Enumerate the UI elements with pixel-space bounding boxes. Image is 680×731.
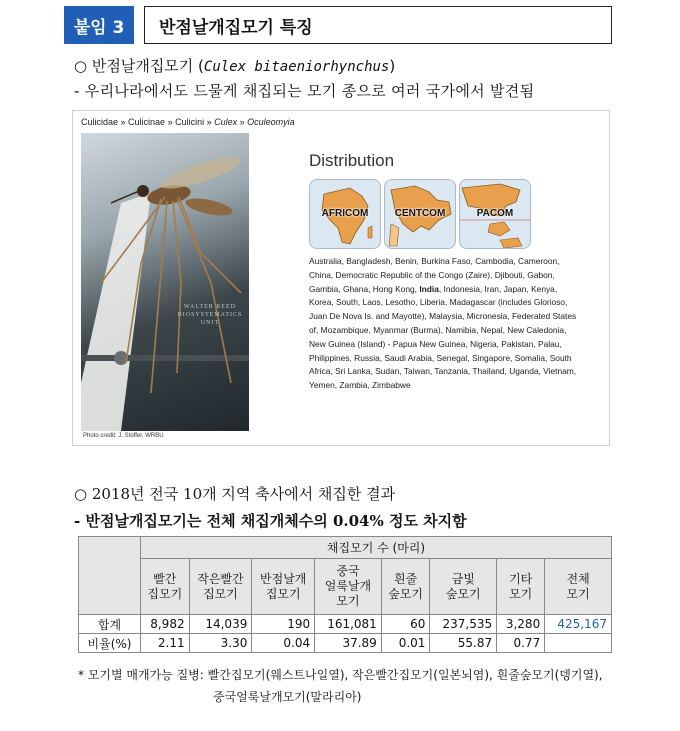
page-header: [64, 6, 612, 44]
table-cell: 425,167: [545, 615, 612, 634]
table-cell: 0.01: [381, 634, 430, 653]
table-cell: 190: [252, 615, 315, 634]
map-label-pacom: PACOM: [476, 208, 514, 219]
table-column-header: 빨간 집모기: [141, 559, 190, 615]
table-group-header: 채집모기 수 (마리): [141, 537, 612, 559]
map-label-africom: AFRICOM: [321, 208, 369, 219]
distribution-title: Distribution: [309, 151, 395, 170]
table-cell: 3.30: [189, 634, 252, 653]
species-bracket-close: ): [389, 57, 396, 75]
photo-credit: Photo credit: J. Stoffer, WRBU: [83, 433, 164, 439]
taxonomy-breadcrumb: Culicidae » Culicinae » Culicini » Culex » Oculeomyia: [81, 117, 295, 127]
table-cell: 2.11: [141, 634, 190, 653]
table-column-headers: [79, 559, 612, 615]
species-name-latin: Culex bitaeniorhynchus: [203, 59, 390, 75]
footnote-line-2: 중국얼룩날개모기(말라리아): [213, 690, 362, 704]
table-cell: 0.04: [252, 634, 315, 653]
table-column-header: 반점날개 집모기: [252, 559, 315, 615]
table-cell: 237,535: [430, 615, 497, 634]
map-label-centcom: CENTCOM: [394, 208, 446, 219]
page-title: 반점날개집모기 특징: [144, 6, 612, 44]
table-row-label: 비율(%): [79, 634, 141, 653]
appendix-badge: 붙임 3: [64, 6, 134, 44]
table-column-header: 중국 얼룩날개 모기: [315, 559, 382, 615]
footnote: [78, 664, 603, 708]
table-row-label: 합계: [79, 615, 141, 634]
table-cell: 8,982: [141, 615, 190, 634]
table-row: [79, 615, 612, 634]
table-cell: 0.77: [497, 634, 545, 653]
table-cell: [545, 634, 612, 653]
table-column-header: 기타 모기: [497, 559, 545, 615]
table-cell: 3,280: [497, 615, 545, 634]
africa-map-icon: [309, 179, 381, 249]
highlighted-country: India: [419, 283, 439, 294]
table-column-header: 전체 모기: [545, 559, 612, 615]
table-column-header: 흰줄 숲모기: [381, 559, 430, 615]
species-figure: [72, 110, 610, 446]
table-corner: [79, 537, 141, 615]
asia-pacific-map-icon: [459, 179, 531, 249]
mosquito-count-table: [78, 536, 612, 653]
table-column-header: 작은빨간 집모기: [189, 559, 252, 615]
table-column-header: 금빛 숲모기: [430, 559, 497, 615]
table-cell: 55.87: [430, 634, 497, 653]
photo-watermark: WALTER REED BIOSYSTEMATICS UNIT: [177, 304, 243, 326]
table-cell: 37.89: [315, 634, 382, 653]
survey-summary: - 반점날개집모기는 전체 채집개체수의 0.04% 정도 차지함: [74, 512, 467, 530]
mosquito-photo: [81, 133, 249, 431]
table-cell: 161,081: [315, 615, 382, 634]
footnote-line-1: * 모기별 매개가능 질병: 빨간집모기(웨스트나일열), 작은빨간집모기(일본뇌염), 흰줄숲모기(뎅기열),: [78, 668, 603, 682]
species-name-ko: ○ 반점날개집모기 (: [74, 57, 204, 75]
distribution-countries: Australia, Bangladesh, Benin, Burkina Faso, Cambodia, Cameroon, China, Democratic Republic of the Congo (Zaire), Djibouti, Gabon, Gambia, Ghana, Hong Kong, India, Indonesia, Iran, Japan, Kenya, Korea, South, Laos, Lesotho, Liberia, Madagascar (includes Glorioso, Juan De Nova Is. and Mayotte), Malaysia, Micronesia, Federated States of, Mozambique, Myanmar (Burma), Namibia, Nepal, New Caledonia, New Guinea (Island) - Papua New Guinea, Nigeria, Pakistan, Palau, Philippines, Russia, Saudi Arabia, Senegal, Singapore, Somalia, South Africa, Sri Lanka, Sudan, Taiwan, Tanzania, Thailand, Uganda, Vietnam, Yemen, Zambia, Zimbabwe: [309, 256, 577, 391]
species-bullet: [74, 55, 395, 76]
table-row: [79, 634, 612, 653]
species-description: - 우리나라에서도 드물게 채집되는 모기 종으로 여러 국가에서 발견됨: [74, 82, 535, 100]
middle-east-map-icon: [384, 179, 456, 249]
table-cell: 60: [381, 615, 430, 634]
table-cell: 14,039: [189, 615, 252, 634]
survey-bullet: ○ 2018년 전국 10개 지역 축사에서 채집한 결과: [74, 485, 396, 503]
region-maps: [309, 179, 531, 249]
